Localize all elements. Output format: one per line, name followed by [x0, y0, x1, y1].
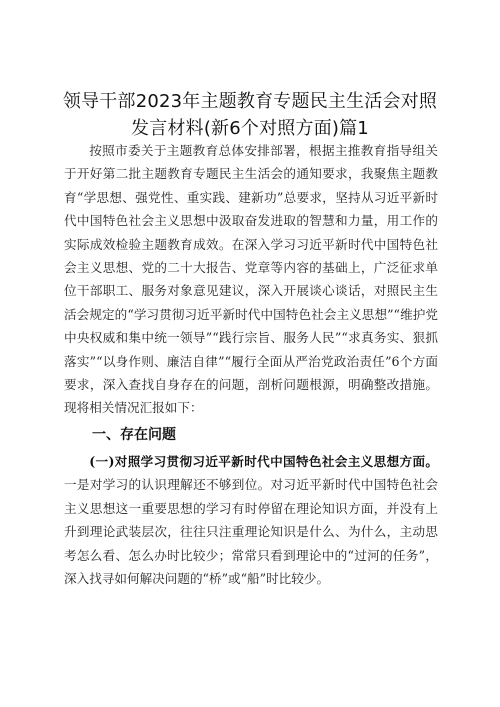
document-title: 领导干部2023年主题教育专题民主生活会对照发言材料(新6个对照方面)篇1	[62, 91, 438, 139]
issue-paragraph	[64, 450, 438, 590]
issue-paragraph-text: 一是对学习的认识理解还不够到位。对习近平新时代中国特色社会主义思想这一重要思想的学习有时停留在理论知识方面，并没有上升到理论武装层次，往往只注重理论知识是什么、为什么，主动思考怎么看、怎么办时比较少；常常只看到理论中的“过河的任务”，深入找寻如何解决问题的“桥”或“船”时比较少。	[64, 477, 438, 587]
intro-paragraph: 按照市委关于主题教育总体安排部署，根据主推教育指导组关于开好第二批主题教育专题民主生活会的通知要求，我聚焦主题教育“学思想、强党性、重实践、建新功”总要求，坚持从习近平新时代中国特色社会主义思想中汲取奋发进取的智慧和力量，用工作的实际成效检验主题教育成效。在深入学习习近平新时代中国特色社会主义思想、党的二十大报告、党章等内容的基础上，广泛征求单位干部职工、服务对象意见建议，深入开展谈心谈话，对照民主生活会规定的“学习贯彻习近平新时代中国特色社会主义思想”“维护党中央权威和集中统一领导”“践行宗旨、服务人民”“求真务实、狠抓落实”“以身作则、廉洁自律”“履行全面从严治党政治责任”6个方面要求，深入查找自身存在的问题，剖析问题根源，明确整改措施。现将相关情况汇报如下：	[64, 143, 438, 416]
subheading: (一)对照学习贯彻习近平新时代中国特色社会主义思想方面。	[89, 454, 438, 469]
section-heading: 一、存在问题	[92, 427, 176, 443]
